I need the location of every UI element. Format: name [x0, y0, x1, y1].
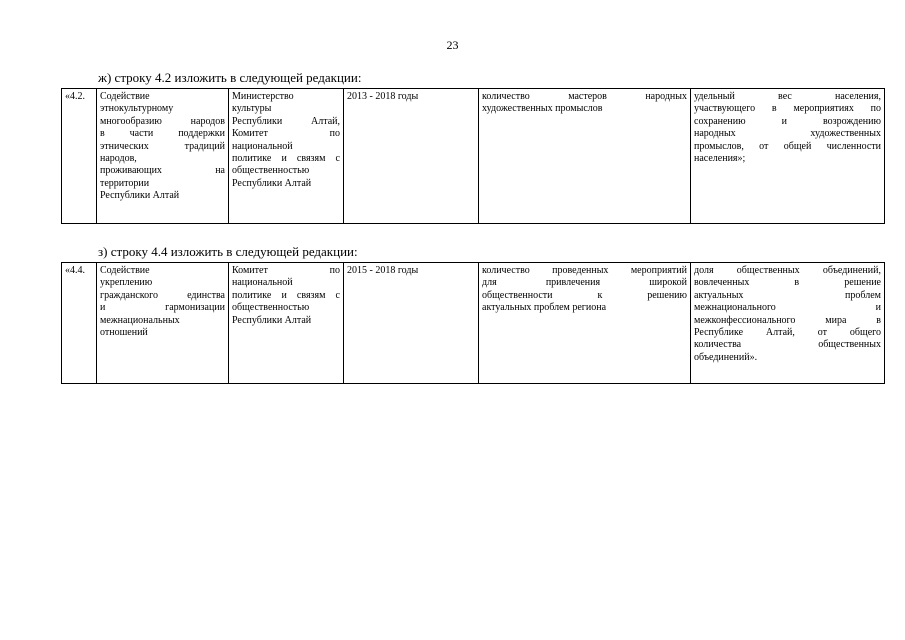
cell-text-line: межконфессионального мира в [694, 314, 881, 326]
cell-text-line: общественностью [232, 165, 310, 177]
cell-text-line: межнационального и [694, 302, 881, 314]
cell-text-line: Комитет по [232, 128, 340, 140]
cell-text-line: Республики Алтай, [232, 115, 340, 127]
cell-text-line: Содействие [100, 265, 150, 276]
cell-text-line: актуальных проблем региона [482, 302, 607, 314]
cell-text-line: проживающих на [100, 165, 225, 177]
cell-text-line: сохранению и возрождению [694, 115, 881, 127]
cell-text-line: территории [100, 177, 150, 189]
cell-text-line: удельный вес населения, [694, 91, 881, 102]
cell-text-line: вовлеченных в решение [694, 277, 881, 289]
cell-text-line: количество проведенных мероприятий [482, 265, 687, 276]
table-row [62, 263, 885, 384]
cell-text-line: национальной [232, 277, 293, 289]
cell-text-line: Республики Алтай [232, 177, 312, 189]
cell-text-line: для привлечения широкой [482, 277, 687, 289]
cell-text-line: народов, [100, 153, 137, 165]
cell-text-line: Республике Алтай, от общего [694, 327, 881, 339]
cell-text-line: в части поддержки [100, 128, 225, 140]
cell-text-line: отношений [100, 327, 148, 339]
indicator-cell [479, 263, 691, 384]
amendment-table-4-4 [61, 262, 885, 384]
indicator-cell [479, 89, 691, 224]
amendment-heading-4-2: ж) строку 4.2 изложить в следующей редакции: [98, 70, 362, 85]
period-cell: 2013 - 2018 годы [344, 89, 479, 224]
row-number-cell: «4.4. [62, 263, 97, 384]
cell-text-line: художественных промыслов [482, 103, 603, 115]
executor-cell [229, 263, 344, 384]
cell-text-line: Республики Алтай [232, 314, 312, 326]
cell-text-line: и гармонизации [100, 302, 225, 314]
cell-text-line: Министерство [232, 91, 294, 102]
cell-text-line: Комитет по [232, 265, 340, 276]
amendment-heading-4-4: з) строку 4.4 изложить в следующей редакции: [98, 244, 358, 259]
cell-text-line: укреплению [100, 277, 153, 289]
period-cell: 2015 - 2018 годы [344, 263, 479, 384]
cell-text-line: многообразию народов [100, 115, 225, 127]
cell-text-line: политике и связям с [232, 289, 340, 301]
cell-text-line: количества общественных [694, 339, 881, 351]
cell-text-line: Республики Алтай [100, 190, 180, 202]
cell-text-line: политике и связям с [232, 153, 340, 165]
cell-text-line: доля общественных объединений, [694, 265, 881, 276]
table-row [62, 89, 885, 224]
cell-text-line: межнациональных [100, 314, 180, 326]
cell-text-line: национальной [232, 140, 293, 152]
cell-text-line: участвующего в мероприятиях по [694, 103, 881, 115]
executor-cell [229, 89, 344, 224]
cell-text-line: населения»; [694, 153, 746, 165]
page-number: 23 [446, 38, 459, 52]
measure-cell [691, 263, 885, 384]
cell-text-line: промыслов, от общей численности [694, 140, 881, 152]
measure-cell [691, 89, 885, 224]
cell-text-line: общественностью [232, 302, 310, 314]
cell-text-line: общественности к решению [482, 289, 687, 301]
cell-text-line: гражданского единства [100, 289, 225, 301]
amendment-table-4-2 [61, 88, 885, 224]
cell-text-line: народных художественных [694, 128, 881, 140]
cell-text-line: этнических традиций [100, 140, 225, 152]
cell-text-line: актуальных проблем [694, 289, 881, 301]
cell-text-line: Содействие [100, 91, 150, 102]
goal-cell [97, 263, 229, 384]
cell-text-line: объединений». [694, 351, 758, 363]
goal-cell [97, 89, 229, 224]
row-number-cell: «4.2. [62, 89, 97, 224]
cell-text-line: количество мастеров народных [482, 91, 687, 102]
cell-text-line: этнокультурному [100, 103, 174, 115]
cell-text-line: культуры [232, 103, 272, 115]
